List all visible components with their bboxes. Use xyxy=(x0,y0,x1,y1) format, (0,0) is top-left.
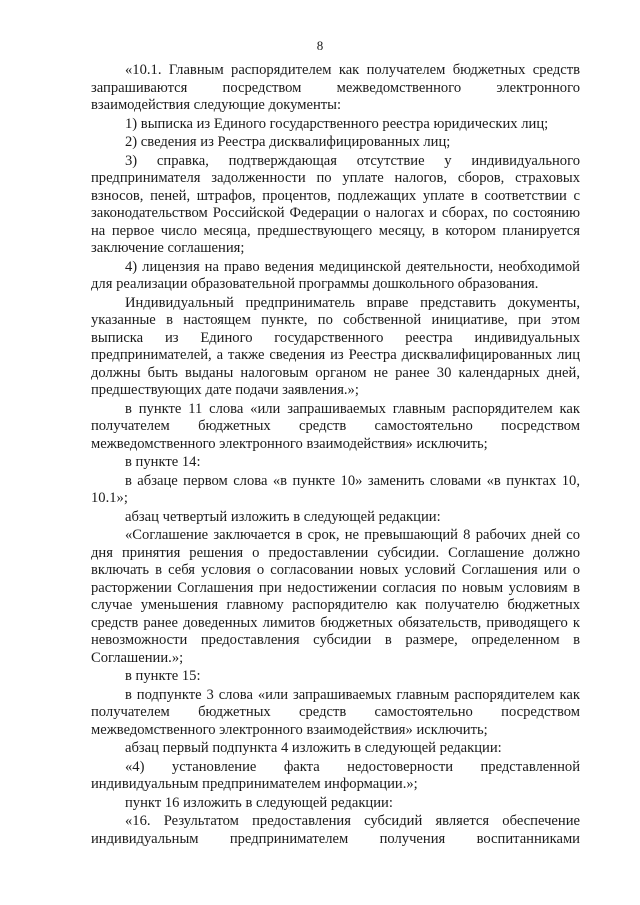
document-body xyxy=(91,62,580,849)
paragraph-point-15-heading: в пункте 15: xyxy=(125,668,201,684)
paragraph-point-16-text: «16. Результатом предоставления субсидий является обеспечение индивидуальным предпринимателем получения воспитанниками xyxy=(91,813,580,847)
list-item-1: 1) выписка из Единого государственного реестра юридических лиц; xyxy=(125,115,549,132)
paragraph-point-15-sub4-text: «4) установление факта недостоверности представленной индивидуальным предпринимателем информации.»; xyxy=(91,758,580,792)
paragraph-point-16-intro: пункт 16 изложить в следующей редакции: xyxy=(125,794,393,811)
list-item-3: 3) справка, подтверждающая отсутствие у индивидуального предпринимателя задолженности по уплате налогов, сборов, страховых взносов, пеней, штрафов, процентов, подлежащих уплате в соответствии с законодательством Российской Федерации о налогах и сборах, по состоянию на первое число месяца, предшествующего месяцу, в котором планируется заключение соглашения; xyxy=(91,152,580,256)
paragraph-point-14-first: в абзаце первом слова «в пункте 10» заменить словами «в пунктах 10, 10.1»; xyxy=(91,472,580,506)
page-number: 8 xyxy=(316,38,324,53)
paragraph-point-15-sub4-intro: абзац первый подпункта 4 изложить в следующей редакции: xyxy=(125,740,502,756)
paragraph-point-11: в пункте 11 слова «или запрашиваемых главным распорядителем как получателем бюджетных средств самостоятельно посредством межведомственного электронного взаимодействия» исключить; xyxy=(91,400,580,452)
paragraph-entrepreneur-right: Индивидуальный предприниматель вправе представить документы, указанные в настоящем пункте, по собственной инициативе, при этом выписка из Единого государственного реестра индивидуальных предпринимателей, а также сведения из Реестра дисквалифицированных лиц должны быть выданы налоговым органом не ранее 30 календарных дней, предшествующих дате подачи заявления.»; xyxy=(91,294,580,398)
list-item-4: 4) лицензия на право ведения медицинской деятельности, необходимой для реализации образовательной программы дошкольного образования. xyxy=(91,258,580,292)
paragraph-point-14-fourth-intro: абзац четвертый изложить в следующей редакции: xyxy=(125,508,441,525)
list-item-2: 2) сведения из Реестра дисквалифицированных лиц; xyxy=(125,134,451,150)
paragraph-agreement-text: «Соглашение заключается в срок, не превышающий 8 рабочих дней со дня принятия решения о предоставлении субсидии. Соглашение должно включать в себя условия о согласовании новых условий Соглашения или о расторжении Соглашения при недостижении согласия по новым условиям в случае уменьшения главному распорядителю как получателю бюджетных средств ранее доведенных лимитов бюджетных обязательств, приводящего к невозможности предоставления субсидии в размере, определенном в Соглашении.»; xyxy=(91,527,580,666)
paragraph-point-14-heading: в пункте 14: xyxy=(125,454,201,470)
paragraph-point-15-sub3: в подпункте 3 слова «или запрашиваемых главным распорядителем как получателем бюджетных средств самостоятельно посредством межведомственного электронного взаимодействия» исключить; xyxy=(91,686,580,738)
paragraph-10-1-intro: «10.1. Главным распорядителем как получателем бюджетных средств запрашиваются посредством межведомственного электронного взаимодействия следующие документы: xyxy=(91,62,580,113)
